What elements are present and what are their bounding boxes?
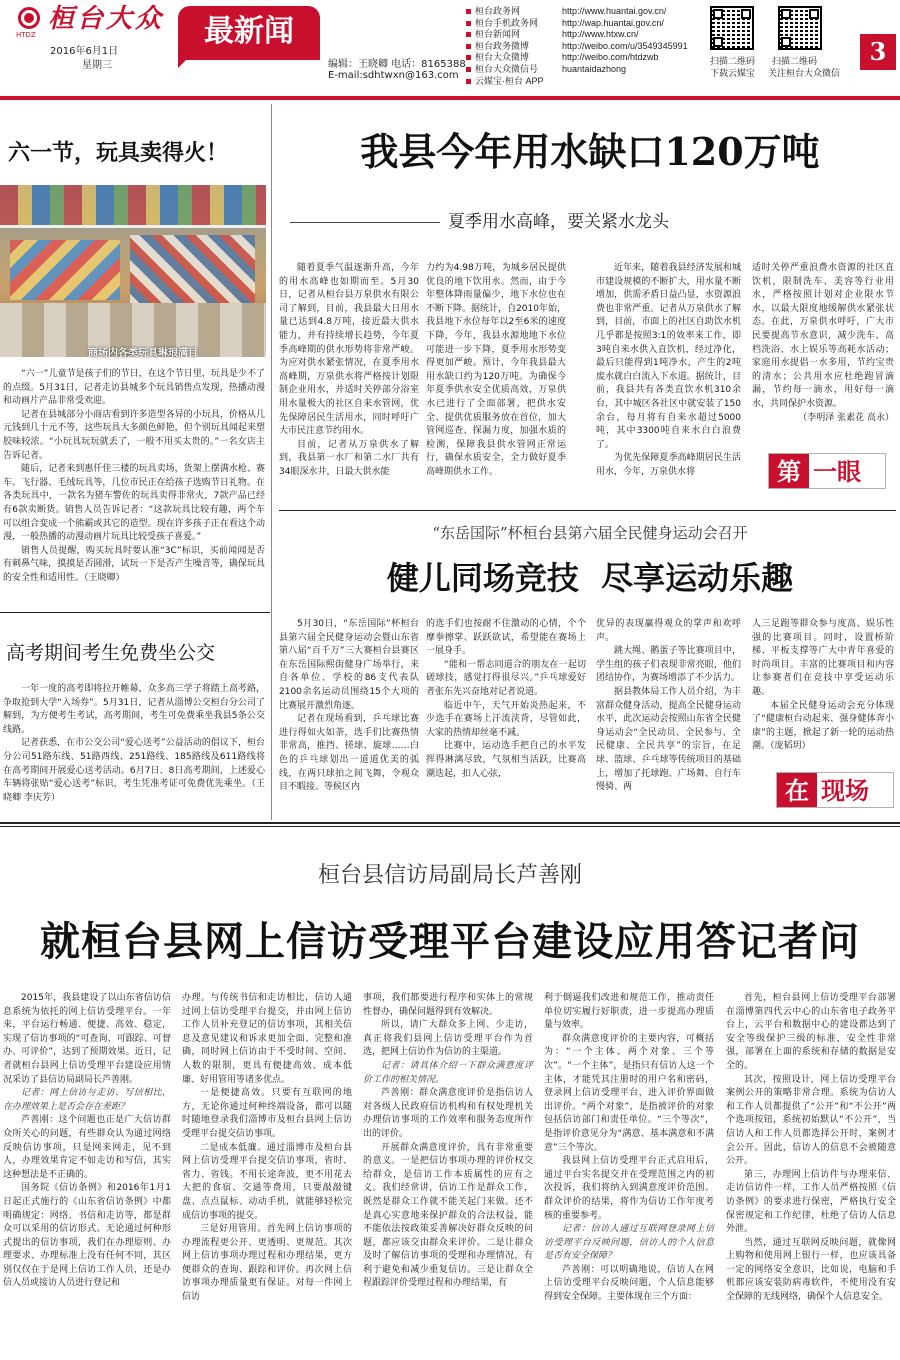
channel-row bbox=[466, 6, 702, 18]
water-headline: 我县今年用水缺口120万吨 bbox=[360, 129, 820, 174]
editor-line: 编辑：王晓卿 电话：8165388 bbox=[328, 59, 466, 70]
petition-col-4 bbox=[544, 992, 714, 1358]
channel-row bbox=[466, 64, 702, 76]
channel-url[interactable]: http://weibo.com/u/3549345991 bbox=[562, 40, 688, 51]
qr-code-icon bbox=[778, 6, 822, 50]
first-look-tag bbox=[768, 453, 886, 489]
channel-name: 桓台大众微博 bbox=[475, 52, 530, 63]
bullet-icon bbox=[466, 9, 471, 14]
issue-date: 2016年6月1日 bbox=[50, 46, 119, 57]
bullet-icon bbox=[466, 44, 471, 49]
channel-name: 桓台政务网 bbox=[475, 6, 521, 16]
channel-url: huantaidazhong bbox=[562, 63, 627, 74]
channel-url[interactable]: http://weibo.com/htdzwb bbox=[562, 52, 659, 63]
channel-url[interactable]: http://www.htxw.cn/ bbox=[562, 29, 639, 40]
petition-paragraph: 三是好用管用。首先网上信访事项的办理流程更公开、更透明、更规范。其次网上信访事项办理过程和办理结果，更方便群众的查询、跟踪和评价。再次网上信访事项办理质量更有保证。对每一件网上信访 bbox=[182, 1224, 352, 1303]
toys-photo-caption: 商场内各类玩具琳琅满目 bbox=[88, 348, 198, 359]
tag-red-char: 第 bbox=[769, 454, 809, 488]
petition-paragraph: 芦善刚：群众满意度评价是指信访人对各级人民政府信访机构和有权处理机关办理信访事项的工作效率和服务态度所作出的评价。 bbox=[363, 1088, 533, 1139]
qr1-caption-1: 扫描二维码 bbox=[710, 57, 756, 67]
bullet-icon bbox=[466, 79, 471, 84]
toys-paragraph: 销售人员提醒，购买玩具时要认准“3C”标识，买前闻闻是否有刺鼻气味，摸摸是否圆滑，试玩一下是否产生噪音等，确保玩具的安全性和适用性。（王晓卿） bbox=[3, 545, 265, 583]
exam-paragraph: 一年一度的高考即将拉开帷幕，众多高三学子将踏上高考路，争取抢到大学“入场券”。5月31日，记者从淄博公交桓台分公司了解到，为方便考生考试，高考期间，考生可免费乘坐我县5条公交线路。 bbox=[3, 684, 265, 735]
sports-paragraph: 临近中午，天气开始炎热起来，不少选手在赛场上汗流浃背，尽管如此，大家的热情却丝毫不减。 bbox=[426, 700, 586, 738]
exam-headline: 高考期间考生免费坐公交 bbox=[6, 642, 216, 664]
channel-name: 云媒宝·桓台 APP bbox=[475, 75, 544, 86]
petition-paragraph: 群众满意度评价的主要内容，可概括为：“一个主体、两个对象、三个等次”。“一个主体”，是指只有信访人这一个主体，才能凭其注册时的用户名和密码，登录网上信访受理平台，进入评价界面做出评价。“两个对象”，是指被评价的对象包括信访部门和责任单位。“三个等次”，是指评价意见分为“满意、基本满意和不满意”三个等次。 bbox=[544, 1033, 714, 1153]
left-vertical-rule bbox=[271, 104, 272, 820]
water-col-1 bbox=[279, 262, 419, 500]
channel-row bbox=[466, 29, 702, 41]
toys-headline: 六一节，玩具卖得火！ bbox=[8, 140, 229, 166]
sports-paragraph: 据县教体局工作人员介绍，为丰富群众健身活动，提高全民健身运动水平，此次运动会按照山东省全民健身运动会“全民动员、全民参与、全民健康、全民共享”的宗旨，在足球、篮球、乒乓球等传统项目的基础上，增加了托球跑、广场舞、自行车慢骑、两 bbox=[596, 686, 741, 793]
masthead-rule bbox=[0, 96, 900, 100]
petition-question: 记者：请具体介绍一下群众满意度评价工作的相关情况。 bbox=[363, 1060, 533, 1085]
channel-row bbox=[466, 52, 702, 64]
petition-kicker: 桓台县信访局副局长芦善刚 bbox=[317, 863, 582, 888]
issue-weekday: 星期三 bbox=[82, 60, 112, 71]
petition-paragraph: 国务院《信访条例》和2016年1月1日起正式施行的《山东省信访条例》中都明确规定：网络、书信和走访等，都是群众可以采用的信访形式。无论通过何种形式提出的信访事项，我们在办理原则、办理要求、办理标准上没有任何不同，其区别仅仅在于是网上信访工作人员，还是办信人员或接访人员进行登记和 bbox=[3, 1183, 171, 1289]
qr2-caption-2: 关注桓台大众微信 bbox=[768, 69, 841, 79]
toys-body bbox=[3, 368, 265, 606]
petition-paragraph: 办理。与传统书信和走访相比，信访人通过网上信访受理平台提交，并由网上信访工作人员补充登记的信访事项，其相关信息及意见建议和诉求更加全面、完整和准确，同时网上信访由于不受时间、空间、人数的限制，更具有便捷高效、成本低廉、好用管用等诸多优点。 bbox=[182, 993, 352, 1085]
qr-code-icon bbox=[710, 6, 754, 50]
paper-name: 桓台大众 bbox=[48, 4, 165, 34]
petition-headline: 就桓台县网上信访受理平台建设应用答记者问 bbox=[40, 918, 860, 965]
paper-logo-icon bbox=[18, 7, 40, 29]
section-banner-tail bbox=[178, 56, 190, 68]
petition-col-3 bbox=[363, 992, 533, 1358]
water-col-2 bbox=[426, 262, 566, 500]
sports-paragraph: 优异的表现赢得观众的掌声和欢呼声。 bbox=[596, 619, 741, 643]
on-site-tag bbox=[776, 772, 894, 808]
exam-paragraph: 记者获悉，在市公交公司“爱心送考”公益活动的倡议下，桓台分公司51路东线、51路西线、251路线、185路线及611路线将在高考期间开展爱心送考活动。6月7日、8日高考期间，上述爱心车辆将张贴“爱心送考”标识，考生凭准考证可免费优先乘坐。（王晓卿 李庆芳） bbox=[3, 738, 265, 803]
channel-name: 桓台新闻网 bbox=[475, 29, 521, 40]
exam-body bbox=[3, 683, 265, 813]
sports-headline: 健儿同场竞技 尽享运动乐趣 bbox=[386, 559, 794, 597]
petition-paragraph: 一是便捷高效。只要有互联网的地方，无论你通过何种终端设备，都可以随时随地登录我们淄博市及桓台县网上信访受理平台提交信访事项。 bbox=[182, 1088, 352, 1139]
sports-kicker: “东岳国际”杯桓台县第六届全民健身运动会召开 bbox=[432, 524, 748, 542]
channel-row bbox=[466, 41, 702, 53]
toys-paragraph: 记者在县城部分小商店看到许多造型各异的小玩具，价格从几元钱到几十元不等，这些玩具大多颜色鲜艳，但个别玩具闻起来塑胶味较浓。“小玩具玩玩就丢了，一般不用买太贵的。”一名女店主告诉记者。 bbox=[3, 409, 265, 461]
petition-paragraph: 第三，办理网上信访件与办理来信、走访信访件一样，工作人员严格按照《信访条例》的要求进行保密，严格执行安全保密规定和工作纪律，杜绝了信访人信息外泄。 bbox=[726, 1169, 896, 1235]
channel-row bbox=[466, 76, 702, 88]
water-paragraph: 随着夏季气温逐渐升高，今年的用水高峰也如期而至。5月30日，记者从桓台县万泉供水有限公司了解到，目前，我县最大日用水量已达到4.8万吨，接近最大供水能力，并有持续增长趋势，今年夏季高峰期的供水形势将非常严峻。为应对供水紧张情况，在夏季用水高峰期，万泉供水将严格按计划限制企业用水，并适时关停部分浴室用水量极大的社区自来水管网，优先保障居民生活用水，同时呼吁广大市民注意节约用水。 bbox=[279, 263, 419, 437]
water-subheadline-rule bbox=[290, 222, 440, 223]
tag-text: 一眼 bbox=[813, 457, 861, 486]
channel-list bbox=[466, 6, 702, 87]
email-line: E-mail:sdhtwxn@163.com bbox=[328, 70, 459, 81]
petition-paragraph: 利于倒逼我们改进和规范工作，推动责任单位切实履行好职责，进一步提高办理质量与效率。 bbox=[544, 993, 714, 1031]
petition-col-2 bbox=[182, 992, 352, 1358]
petition-paragraph: 首先，桓台县网上信访受理平台部署在淄博第四代云中心的山东省电子政务平台上，云平台和数据中心的建设都达到了安全等级保护三级的标准，安全性非常强，部署在上面的系统和存储的数据是安全的。 bbox=[726, 993, 896, 1071]
sports-paragraph: 本届全民健身运动会充分体现了“健康桓台动起来、强身健体奔小康”的主题，掀起了新一轮的运动热潮。（庞韬玥） bbox=[752, 700, 894, 752]
petition-paragraph: 2015年，我县建设了以山东省信访信息系统为依托的网上信访受理平台。一年来，平台运行畅通、便捷、高效、稳定，实现了信访事项的“可查询、可跟踪、可督办、可评价”，达到了预期效果。近日，记者就桓台县网上信访受理平台建设应用情况采访了县信访局副局长芦善刚。 bbox=[3, 993, 171, 1085]
sports-paragraph: 跳大绳、鹅蛋子等比赛项目中，学生组的孩子们表现非常亮眼，他们团结协作，为赛场增添了不少活力。 bbox=[596, 646, 741, 684]
sports-paragraph: “能和一帮志同道合的朋友在一起切磋球技，感觉打得很尽兴。”乒乓球爱好者张东先兴奋地对记者说道。 bbox=[426, 659, 586, 697]
qr1-caption-2: 下载云媒宝 bbox=[710, 69, 756, 79]
bullet-icon bbox=[466, 32, 471, 37]
water-paragraph: 力约为4.98万吨，为城乡居民提供优良的地下饮用水。然而，由于今年整体降雨量偏少，地下水位也在不断下降。据统计，自2010年始，我县地下水位每年以2至6米的速度下降，今年，我县水源地地下水位可能进一步下降，夏季用水形势变得更加严峻。预计，今年我县最大用水缺口约为120万吨。为确保今年夏季供水安全优质高效，万泉供水已进行了全面部署，把供水安全、提供优质服务放在首位，加大管网巡查、探漏力度，加强水质的检测，保障我县供水管网正常运行，确保水质安全，全力做好夏季高峰期供水工作。 bbox=[426, 263, 566, 477]
sports-col-2 bbox=[426, 618, 586, 814]
petition-paragraph: 其次，按照设计，网上信访受理平台案例公开的策略非常合理。系统为信访人和工作人员都提供了“公开”和“不公开”两个选项按钮，系统初始默认“不公开”，当信访人和工作人员都选择公开时，案例才会公开。因此，信访人的信息不会被随意公开。 bbox=[726, 1074, 896, 1167]
water-paragraph: 为优先保障夏季高峰期居民生活用水，今年，万泉供水将 bbox=[596, 453, 741, 477]
tag-red-char: 在 bbox=[777, 773, 817, 807]
petition-question: 记者：网上信访与走访、写信相比，在办理效果上是否会存在差距？ bbox=[3, 1088, 171, 1112]
water-paragraph: 近年来，随着我县经济发展和城市建设规模的不断扩大，用水量不断增加，供需矛盾日益凸显，水资源浪费也非常严重。记者从万泉供水了解到，目前，市面上的社区自助饮水机几乎都是按照3:1的效率来工作，即3吨自来水供入直饮机，经过净化，最后只能得到1吨净水，产生的2吨废水就白白流入下水道。据统计，目前，我县共有各类直饮水机310余台，其中城区各社区中就安装了150余台，每月将有自来水超过5000吨，其中3300吨自来水白白浪费了。 bbox=[596, 263, 741, 450]
toys-paragraph: “六一”儿童节是孩子们的节日，在这个节日里，玩具是少不了的点缀。5月31日，记者走访县城多个玩具销售点发现，热播动漫和动画片产品非常受欢迎。 bbox=[3, 369, 265, 407]
bullet-icon bbox=[466, 55, 471, 60]
channel-name: 桓台大众微信号 bbox=[475, 63, 539, 74]
channel-url[interactable]: http://www.huantai.gov.cn/ bbox=[562, 6, 667, 16]
water-byline: （李明泽 张素花 高永） bbox=[798, 412, 894, 423]
channel-name: 桓台手机政务网 bbox=[475, 17, 539, 28]
bullet-icon bbox=[466, 21, 471, 26]
petition-col-1 bbox=[3, 992, 171, 1358]
petition-paragraph: 开展群众满意度评价，具有非常重要的意义。一是把信访事项办理的评价权交给群众，是信访工作本质属性的应有之义。我们经常讲，信访工作是群众工作，既然是群众工作就不能关起门来做。还不是真心实意地来保护群众的合法权益，能不能依法按政策妥善解决好群众反映的问题，都应该交由群众来评价。二是让群众及时了解信访事项的受理和办理情况，有利于避免和减少重复信访。三是让群众全程跟踪评价受理过程和办理结果，有 bbox=[363, 1142, 533, 1289]
sports-paragraph: 的选手们也按耐不住激动的心情，个个摩拳擦掌、跃跃欲试，希望能在赛场上一展身手。 bbox=[426, 619, 586, 657]
toys-exam-divider bbox=[0, 612, 270, 613]
water-paragraph: 目前，记者从万泉供水了解到，我县第一水厂和第二水厂共有34眼深水井，日最大供水能 bbox=[279, 439, 419, 477]
bullet-icon bbox=[466, 67, 471, 72]
petition-paragraph: 芦善刚：这个问题也正是广大信访群众所关心的问题，有些群众认为通过网络反映信访事项，只是网来网走，见不到人，办理效果肯定不如走访和写信，其实这种想法是不正确的。 bbox=[3, 1115, 171, 1180]
channel-url[interactable]: http://wap.huantai.gov.cn/ bbox=[562, 17, 664, 28]
channel-row bbox=[466, 18, 702, 30]
petition-question: 记者：信访人通过互联网登录网上信访受理平台反映问题，信访人的个人信息是否有安全保障？ bbox=[544, 1224, 714, 1262]
qr2-caption-1: 扫描二维码 bbox=[772, 57, 818, 67]
water-paragraph: 适时关停严重浪费水资源的社区直饮机，限制洗车、美容等行业用水，严格按照计划对企业限水节水，以最大限度地缓解供水紧张状态。在此，万泉供水呼吁，广大市民要提高节水意识，减少洗车、高档洗浴、水上娱乐等高耗水活动；家庭用水提倡一水多用，节约宝贵的清水；公共用水应杜绝跑冒滴漏，节约每一滴水，用好每一滴水，共同保护水资源。 bbox=[752, 263, 894, 409]
petition-paragraph: 芦善刚：可以明确地说，信访人在网上信访受理平台反映问题，个人信息能够得到安全保障。主要体现在三个方面： bbox=[544, 1264, 714, 1303]
sports-col-1 bbox=[279, 618, 419, 814]
toys-paragraph: 随后，记者来到惠仟佳三楼的玩具卖场，货架上摆满水枪、赛车、飞行器、毛绒玩具等，几位市民正在给孩子选购节日礼物。在各类玩具中，一款名为猪车警佐的玩具卖得非常火，7款产品已经有6款卖断货。销售人员告诉记者：“这款玩具比较有趣，两个车可以组合变成一个熊霸或其它的造型。现在许多孩子正在看这个动漫，一般热播的动漫动画片玩具比较受孩子喜爱。” bbox=[3, 464, 265, 543]
page-number: 3 bbox=[860, 34, 896, 70]
petition-paragraph: 事项，我们都要进行程序和实体上的常规性督办，确保问题得到有效解决。 bbox=[363, 993, 533, 1017]
channel-name: 桓台政务微博 bbox=[475, 40, 530, 51]
mid-page-rule bbox=[0, 822, 900, 824]
sports-paragraph: 人三足跑等群众参与度高、娱乐性强的比赛项目。同时，设置桥阶梯、平板支撑等广大中青年喜爱的时尚项目。丰富的比赛项目和内容让参赛者们在竞技中享受运动乐趣。 bbox=[752, 619, 894, 697]
petition-paragraph: 我县网上信访受理平台正式启用后，通过平台实名提交并在受理范围之内的初次投诉，我们将纳入到满意度评价范围。群众评价的结果，将作为信访工作年度考核的重要参考。 bbox=[544, 1156, 714, 1221]
sports-paragraph: 比赛中，运动选手把自己的水平发挥得淋漓尽致，气氛相当活跃，比赛高潮迭起，扣人心弦， bbox=[426, 741, 586, 779]
tag-text: 现场 bbox=[821, 776, 869, 805]
water-subheadline: 夏季用水高峰，要关紧水龙头 bbox=[448, 212, 669, 232]
petition-paragraph: 当然，通过互联网反映问题，就像网上购物和使用网上银行一样，也应该具备一定的网络安全意识，比如说，电脑和手机都应该安装防病毒软件，不使用没有安全保障的无线网络，确保个人信息安全。 bbox=[726, 1237, 896, 1303]
petition-paragraph: 所以，请广大群众多上网、少走访，真正将我们县网上信访受理平台作为首选，把网上信访作为信访的主渠道。 bbox=[363, 1020, 533, 1058]
water-col-4 bbox=[752, 262, 894, 423]
toys-photo bbox=[0, 185, 266, 357]
water-col-3 bbox=[596, 262, 741, 500]
sports-col-4 bbox=[752, 618, 894, 768]
section-title: 最新闻 bbox=[204, 14, 294, 49]
sports-col-3 bbox=[596, 618, 741, 814]
mid-page-rule-thin bbox=[0, 826, 900, 827]
water-sports-divider bbox=[279, 510, 896, 511]
sports-paragraph: 5月30日，“东岳国际”杯桓台县第六届全民健身运动会暨山东省第八届“百千万”三大赛桓台县赛区在东岳国际熙街健身广场举行，来自各单位、学校的86支代表队2100余名运动员围绕15个大项的比赛展开激烈角逐。 bbox=[279, 619, 419, 711]
sports-paragraph: 记者在现场看到，乒乓球比赛进行得如火如荼，选手们比赛热情非常高，推挡、搓球、旋球……白色的乒乓球划出一道道优美的弧线，在两只球拍之间飞舞，令观众目不暇接。等候区内 bbox=[279, 714, 419, 793]
masthead bbox=[0, 0, 900, 96]
petition-col-5 bbox=[726, 992, 896, 1358]
petition-paragraph: 二是成本低廉。通过淄博市及桓台县网上信访受理平台提交信访事项，省时、省力、省钱。不用长途奔波，更不用花去大把的食宿、交通等费用，只要敲敲键盘、点点鼠标、动动手机，就能够轻松完成信访事项的提交。 bbox=[182, 1142, 352, 1221]
logo-sub: HTDZ bbox=[16, 31, 36, 39]
